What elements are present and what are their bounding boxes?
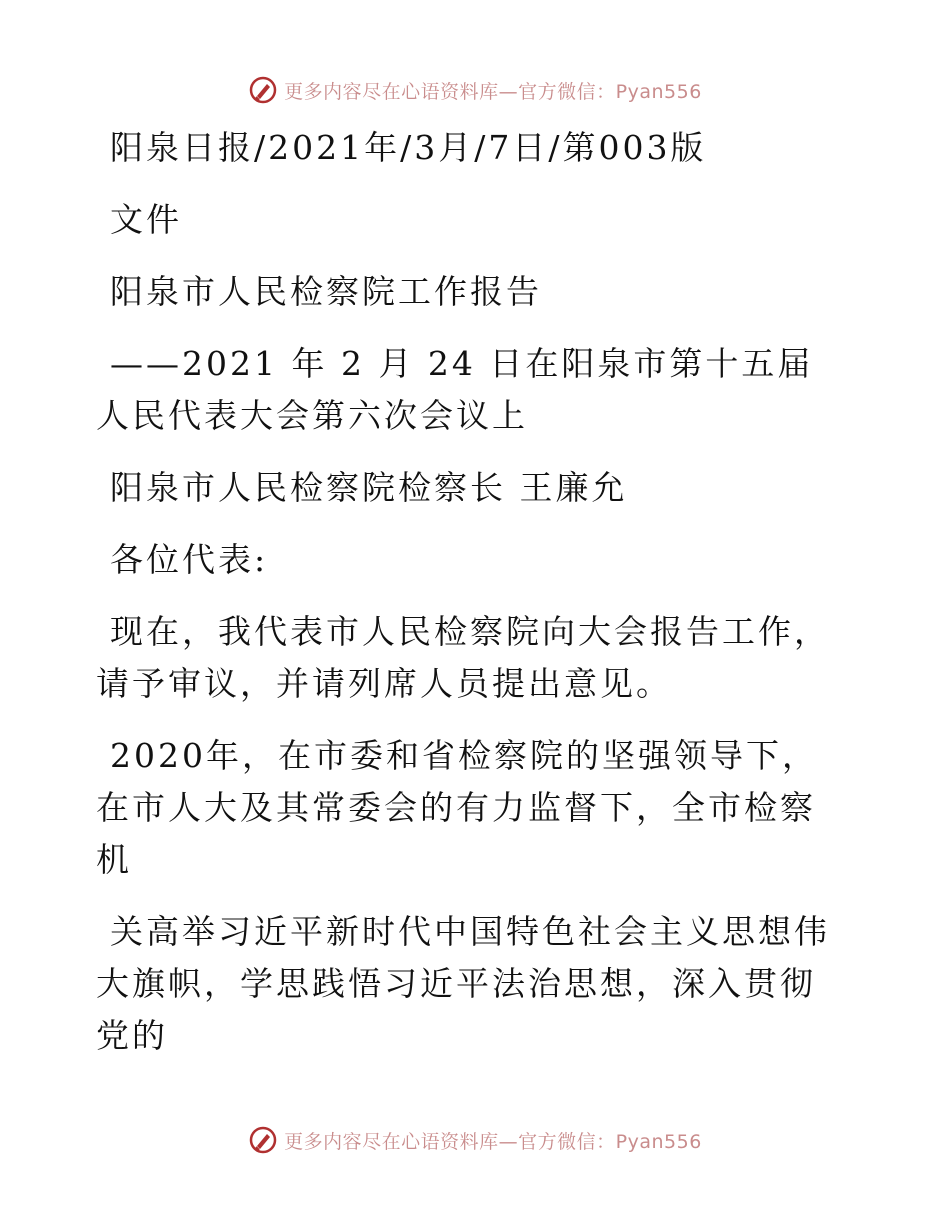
body-paragraph: 2020年，在市委和省检察院的坚强领导下，在市人大及其常委会的有力监督下，全市检察机 (96, 736, 818, 879)
body-paragraph: 关高举习近平新时代中国特色社会主义思想伟大旗帜，学思践悟习近平法治思想，深入贯彻党的 (96, 912, 830, 1055)
watermark-text: 更多内容尽在心语资料库—官方微信：Pyan556 (284, 80, 702, 103)
report-author: 阳泉市人民检察院检察长 王廉允 (110, 468, 628, 507)
report-title: 阳泉市人民检察院工作报告 (110, 272, 542, 311)
document-body (96, 122, 836, 1082)
watermark-header (0, 70, 950, 110)
section-label: 文件 (110, 200, 182, 239)
salutation: 各位代表: (110, 540, 269, 579)
report-subtitle: ——2021 年 2 月 24 日在阳泉市第十五届人民代表大会第六次会议上 (96, 344, 814, 435)
watermark-text: 更多内容尽在心语资料库—官方微信：Pyan556 (284, 1130, 702, 1153)
watermark-footer (0, 1120, 950, 1160)
publication-line: 阳泉日报/2021年/3月/7日/第003版 (110, 128, 707, 167)
pen-logo-icon (248, 1125, 278, 1155)
pen-logo-icon (248, 75, 278, 105)
body-paragraph: 现在，我代表市人民检察院向大会报告工作，请予审议，并请列席人员提出意见。 (96, 612, 830, 703)
